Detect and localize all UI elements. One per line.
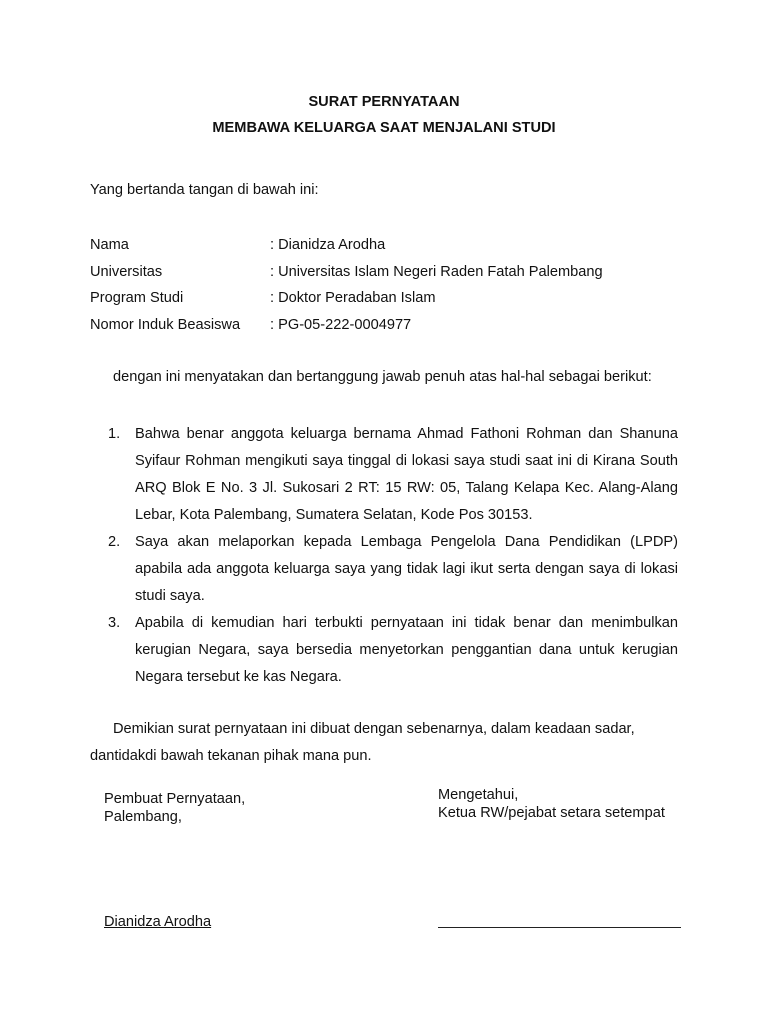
list-item-number: 2. [108,534,121,550]
identity-value: : Doktor Peradaban Islam [270,290,436,307]
signature-left-block [104,790,245,826]
identity-row-name [90,235,710,262]
document-title: SURAT PERNYATAAN [308,94,460,110]
identity-label: Nama [90,237,129,253]
signature-left-line2: Palembang, [104,809,182,825]
list-item-number: 1. [108,426,121,442]
identity-row-university [90,262,710,289]
signer-name: Dianidza Arodha [104,914,212,930]
identity-label: Universitas [90,263,163,280]
document-subtitle: MEMBAWA KELUARGA SAAT MENJALANI STUDI [212,120,556,136]
identity-value: : Universitas Islam Negeri Raden Fatah Palembang [270,263,603,280]
list-item-text: Saya akan melaporkan kepada Lembaga Pengelola Dana Pendidikan (LPDP) apabila ada anggota keluarga saya yang tidak lagi ikut serta dengan saya di lokasi studi saya. [135,534,678,604]
identity-row-scholarship-id [90,315,710,342]
identity-label: Program Studi [90,290,184,307]
signature-right-line2: Ketua RW/pejabat setara setempat [438,805,665,821]
signature-right-line1: Mengetahui, [438,787,519,803]
list-item-number: 3. [108,615,121,631]
signature-right-block [438,786,665,822]
list-item [108,529,678,610]
identity-block [90,235,710,342]
list-item-text: Apabila di kemudian hari terbukti pernyataan ini tidak benar dan menimbulkan kerugian Negara, saya bersedia menyetorkan penggantian dana untuk kerugian Negara tersebut ke kas Negara. [135,615,678,685]
identity-label: Nomor Induk Beasiswa [90,317,241,334]
signature-blank-line [438,927,681,928]
list-item [108,421,678,529]
statement-text: dengan ini menyatakan dan bertanggung jawab penuh atas hal-hal sebagai berikut: [113,369,652,385]
list-item-text: Bahwa benar anggota keluarga bernama Ahmad Fathoni Rohman dan Shanuna Syifaur Rohman mengikuti saya tinggal di lokasi saya studi saat ini di Kirana South ARQ Blok E No. 3 Jl. Sukosari 2 RT: 15 RW: 05, Talang Kelapa Kec. Alang-Alang Lebar, Kota Palembang, Sumatera Selatan, Kode Pos 30153. [135,426,678,523]
closing-paragraph: Demikian surat pernyataan ini dibuat dengan sebenarnya, dalam keadaan sadar, dantidakdi bawah tekanan pihak mana pun. [90,721,635,764]
signature-left-line1: Pembuat Pernyataan, [104,791,246,807]
statement-points-list [108,421,678,691]
identity-row-program [90,288,710,315]
list-item [108,610,678,691]
intro-text: Yang bertanda tangan di bawah ini: [90,182,319,198]
identity-value: : PG-05-222-0004977 [270,317,412,334]
identity-value: : Dianidza Arodha [270,237,386,253]
